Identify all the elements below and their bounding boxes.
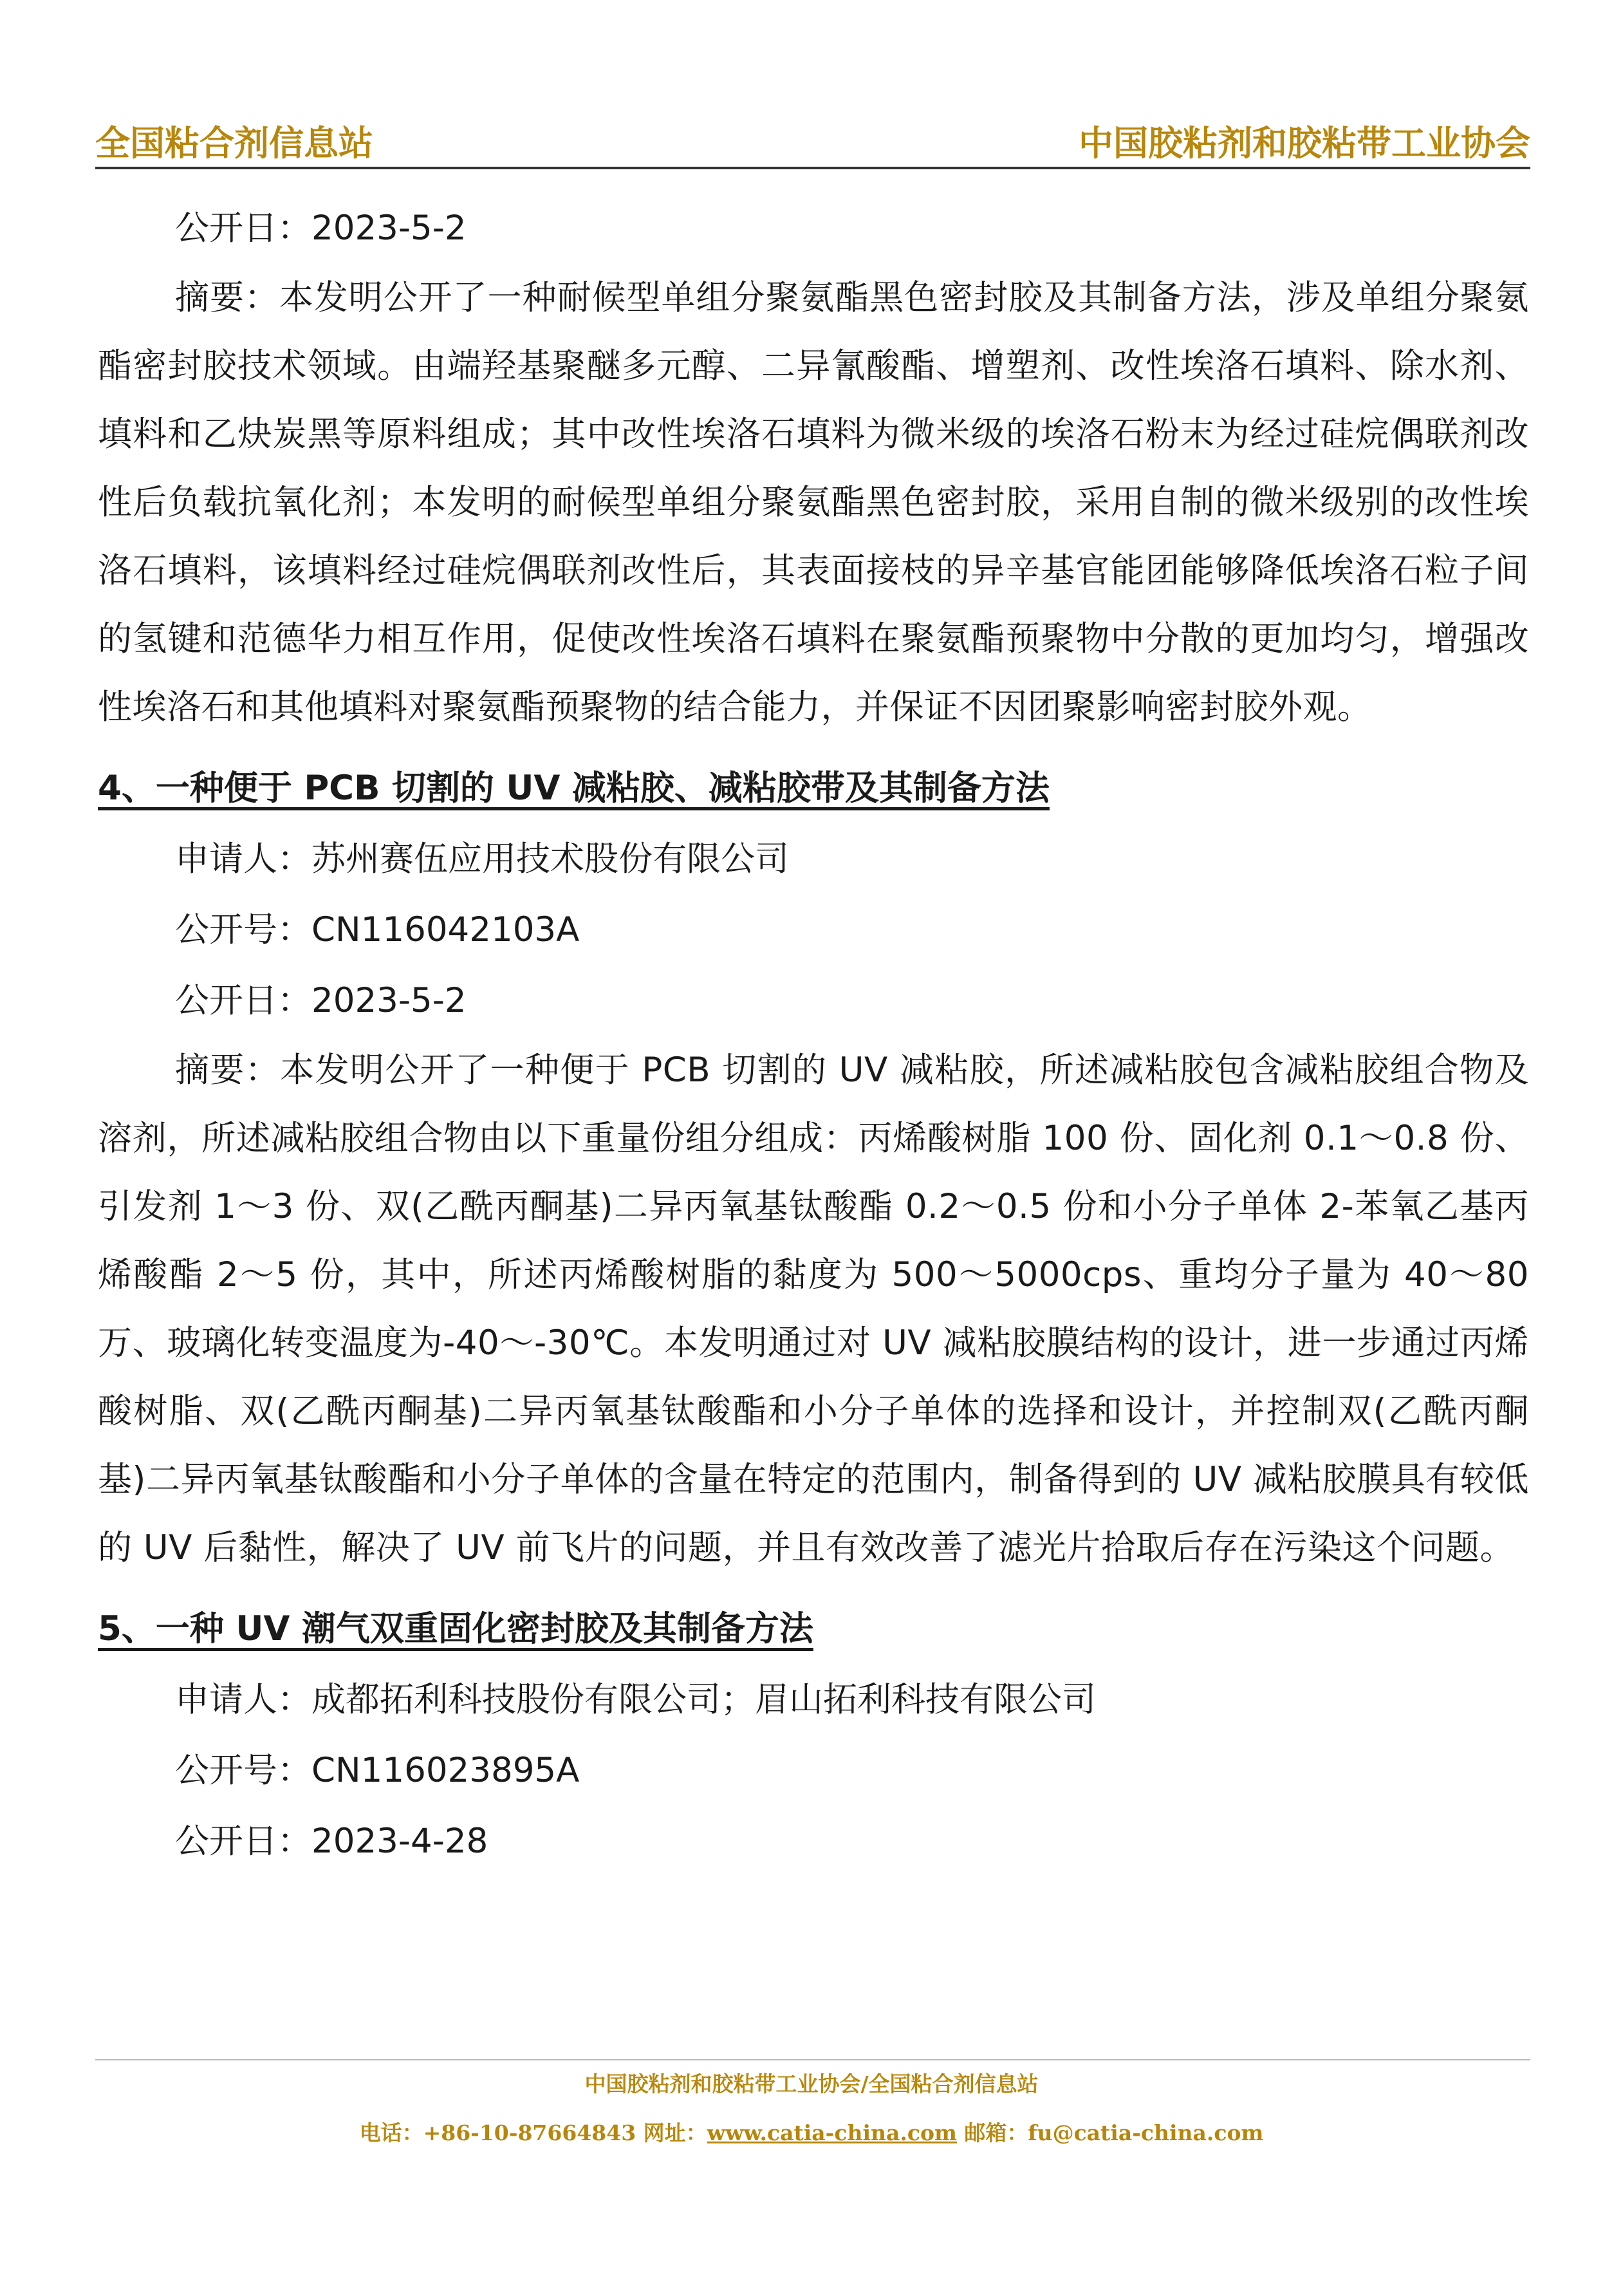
footer-org: 中国胶粘剂和胶粘带工业协会/全国粘合剂信息站 — [584, 2071, 1039, 2096]
entry-5-pub-date: 公开日：2023-4-28 — [175, 1822, 488, 1861]
header-divider — [95, 167, 1530, 169]
footer-website-link[interactable]: www.catia-china.com — [707, 2120, 957, 2145]
footer-phone: 电话：+86-10-87664843 网址： — [359, 2120, 707, 2145]
footer-email: 邮箱：fu@catia-china.com — [964, 2120, 1264, 2145]
entry-4-abstract: 摘要：本发明公开了一种便于 PCB 切割的 UV 减粘胶，所述减粘胶包含减粘胶组合物及溶剂，所述减粘胶组合物由以下重量份组分组成：丙烯酸树脂 100 份、固化剂 0.1～0.8 份、引发剂 1～3 份、双(乙酰丙酮基)二异丙氧基钛酸酯 0.2～0.5 份和小分子单体 2-苯氧乙基丙烯酸酯 2～5 份，其中，所述丙烯酸树脂的黏度为 500～5000cps、重均分子量为 40～80 万、玻璃化转变温度为-40～-30℃。本发明通过对 UV 减粘胶膜结构的设计，进一步通过丙烯酸树脂、双(乙酰丙酮基)二异丙氧基钛酸酯和小分子单体的选择和设计，并控制双(乙酰丙酮基)二异丙氧基钛酸酯和小分子单体的含量在特定的范围内，制备得到的 UV 减粘胶膜具有较低的 UV 后黏性，解决了 UV 前飞片的问题，并且有效改善了滤光片拾取后存在污染这个问题。 — [98, 1050, 1529, 1567]
header-site-name: 全国粘合剂信息站 — [95, 122, 373, 163]
entry-3-abstract: 摘要：本发明公开了一种耐候型单组分聚氨酯黑色密封胶及其制备方法，涉及单组分聚氨酯密封胶技术领域。由端羟基聚醚多元醇、二异氰酸酯、增塑剂、改性埃洛石填料、除水剂、填料和乙炔炭黑等原料组成；其中改性埃洛石填料为微米级的埃洛石粉末为经过硅烷偶联剂改性后负载抗氧化剂；本发明的耐候型单组分聚氨酯黑色密封胶，采用自制的微米级别的改性埃洛石填料，该填料经过硅烷偶联剂改性后，其表面接枝的异辛基官能团能够降低埃洛石粒子间的氢键和范德华力相互作用，促使改性埃洛石填料在聚氨酯预聚物中分散的更加均匀，增强改性埃洛石和其他填料对聚氨酯预聚物的结合能力，并保证不因团聚影响密封胶外观。 — [98, 278, 1529, 727]
footer-contact — [0, 2116, 1623, 2147]
entry-5-title: 5、一种 UV 潮气双重固化密封胶及其制备方法 — [98, 1609, 813, 1648]
entry-4-pub-no: 公开号：CN116042103A — [175, 910, 580, 949]
entry-3-pub-date: 公开日：2023-5-2 — [175, 209, 467, 248]
header-association-name: 中国胶粘剂和胶粘带工业协会 — [1079, 122, 1530, 163]
entry-4-title: 4、一种便于 PCB 切割的 UV 减粘胶、减粘胶带及其制备方法 — [98, 769, 1050, 808]
page-header — [95, 116, 1530, 167]
entry-4-applicant: 申请人：苏州赛伍应用技术股份有限公司 — [175, 839, 789, 879]
entry-5-applicant: 申请人：成都拓利科技股份有限公司；眉山拓利科技有限公司 — [175, 1680, 1096, 1719]
footer-divider — [95, 2059, 1530, 2060]
entry-4-pub-date: 公开日：2023-5-2 — [175, 981, 467, 1020]
main-content — [98, 193, 1529, 1877]
entry-5-pub-no: 公开号：CN116023895A — [175, 1751, 580, 1790]
